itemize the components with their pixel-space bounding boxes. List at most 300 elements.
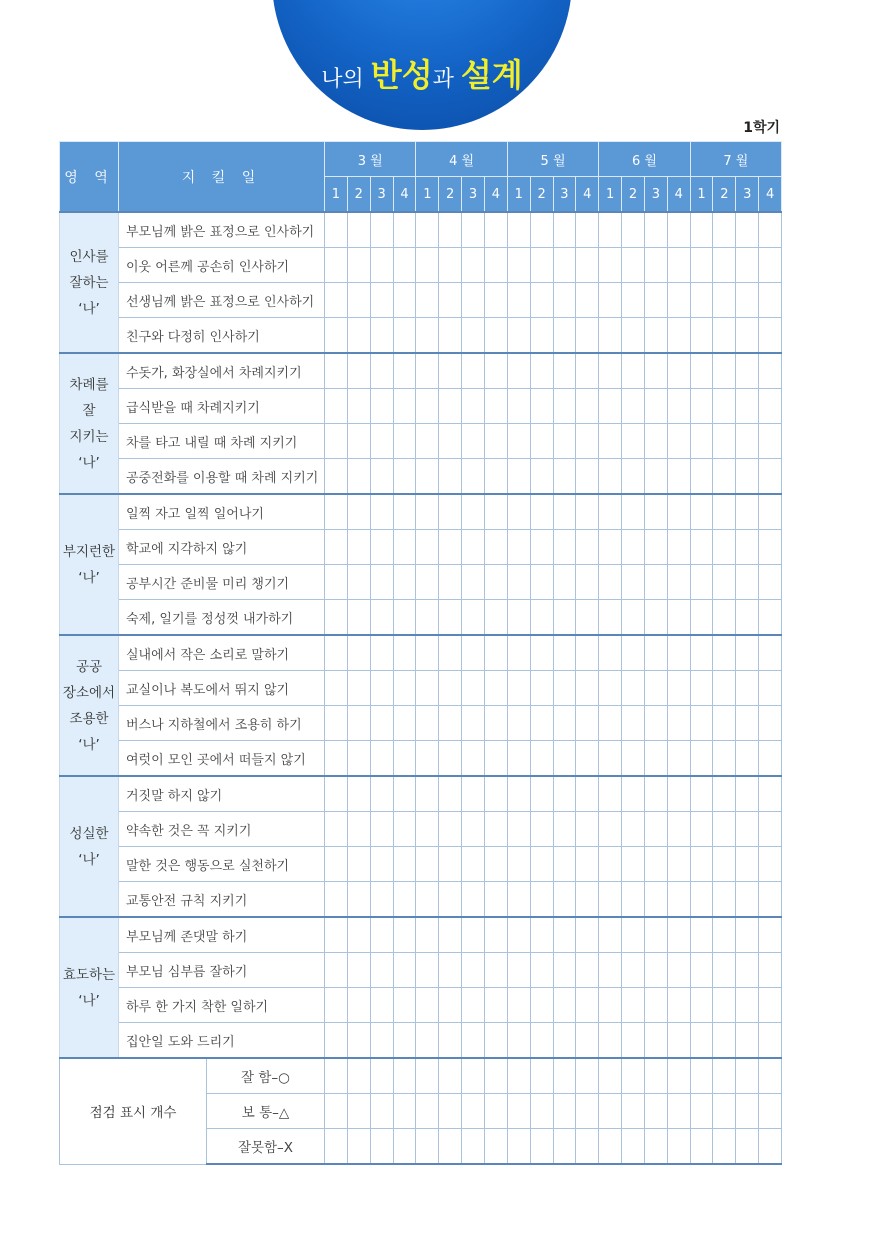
- check-cell[interactable]: [622, 353, 645, 389]
- check-cell[interactable]: [644, 565, 667, 600]
- check-cell[interactable]: [347, 389, 370, 424]
- count-cell[interactable]: [667, 1058, 690, 1094]
- count-cell[interactable]: [599, 1094, 622, 1129]
- check-cell[interactable]: [347, 600, 370, 636]
- check-cell[interactable]: [736, 812, 759, 847]
- check-cell[interactable]: [393, 424, 416, 459]
- check-cell[interactable]: [439, 283, 462, 318]
- check-cell[interactable]: [622, 212, 645, 248]
- check-cell[interactable]: [667, 671, 690, 706]
- check-cell[interactable]: [462, 565, 485, 600]
- count-cell[interactable]: [690, 1058, 713, 1094]
- count-cell[interactable]: [599, 1058, 622, 1094]
- check-cell[interactable]: [507, 565, 530, 600]
- check-cell[interactable]: [599, 847, 622, 882]
- check-cell[interactable]: [599, 212, 622, 248]
- check-cell[interactable]: [393, 635, 416, 671]
- check-cell[interactable]: [644, 248, 667, 283]
- check-cell[interactable]: [507, 812, 530, 847]
- count-cell[interactable]: [416, 1094, 439, 1129]
- check-cell[interactable]: [644, 459, 667, 495]
- check-cell[interactable]: [644, 424, 667, 459]
- check-cell[interactable]: [759, 212, 782, 248]
- count-cell[interactable]: [530, 1058, 553, 1094]
- check-cell[interactable]: [530, 565, 553, 600]
- check-cell[interactable]: [370, 776, 393, 812]
- check-cell[interactable]: [370, 1023, 393, 1059]
- check-cell[interactable]: [576, 459, 599, 495]
- check-cell[interactable]: [325, 212, 348, 248]
- count-cell[interactable]: [736, 1094, 759, 1129]
- check-cell[interactable]: [553, 812, 576, 847]
- check-cell[interactable]: [370, 600, 393, 636]
- check-cell[interactable]: [759, 600, 782, 636]
- count-cell[interactable]: [393, 1129, 416, 1165]
- check-cell[interactable]: [759, 776, 782, 812]
- check-cell[interactable]: [416, 424, 439, 459]
- check-cell[interactable]: [507, 389, 530, 424]
- check-cell[interactable]: [393, 600, 416, 636]
- check-cell[interactable]: [553, 283, 576, 318]
- check-cell[interactable]: [507, 248, 530, 283]
- check-cell[interactable]: [530, 847, 553, 882]
- check-cell[interactable]: [439, 494, 462, 530]
- check-cell[interactable]: [462, 353, 485, 389]
- check-cell[interactable]: [713, 424, 736, 459]
- check-cell[interactable]: [439, 424, 462, 459]
- check-cell[interactable]: [667, 318, 690, 354]
- check-cell[interactable]: [713, 389, 736, 424]
- check-cell[interactable]: [439, 741, 462, 777]
- check-cell[interactable]: [393, 776, 416, 812]
- check-cell[interactable]: [622, 530, 645, 565]
- check-cell[interactable]: [393, 917, 416, 953]
- check-cell[interactable]: [690, 988, 713, 1023]
- check-cell[interactable]: [462, 741, 485, 777]
- check-cell[interactable]: [690, 212, 713, 248]
- check-cell[interactable]: [736, 459, 759, 495]
- check-cell[interactable]: [530, 741, 553, 777]
- check-cell[interactable]: [507, 988, 530, 1023]
- check-cell[interactable]: [690, 459, 713, 495]
- check-cell[interactable]: [713, 671, 736, 706]
- check-cell[interactable]: [736, 600, 759, 636]
- check-cell[interactable]: [393, 706, 416, 741]
- count-cell[interactable]: [370, 1058, 393, 1094]
- check-cell[interactable]: [393, 1023, 416, 1059]
- check-cell[interactable]: [347, 248, 370, 283]
- check-cell[interactable]: [393, 882, 416, 918]
- count-cell[interactable]: [462, 1129, 485, 1165]
- check-cell[interactable]: [713, 565, 736, 600]
- count-cell[interactable]: [462, 1058, 485, 1094]
- count-cell[interactable]: [644, 1094, 667, 1129]
- check-cell[interactable]: [393, 318, 416, 354]
- check-cell[interactable]: [325, 917, 348, 953]
- check-cell[interactable]: [599, 248, 622, 283]
- check-cell[interactable]: [530, 459, 553, 495]
- check-cell[interactable]: [599, 1023, 622, 1059]
- count-cell[interactable]: [370, 1129, 393, 1165]
- check-cell[interactable]: [439, 353, 462, 389]
- check-cell[interactable]: [713, 459, 736, 495]
- check-cell[interactable]: [599, 353, 622, 389]
- count-cell[interactable]: [622, 1094, 645, 1129]
- count-cell[interactable]: [759, 1094, 782, 1129]
- check-cell[interactable]: [576, 988, 599, 1023]
- check-cell[interactable]: [644, 671, 667, 706]
- check-cell[interactable]: [713, 494, 736, 530]
- check-cell[interactable]: [667, 741, 690, 777]
- check-cell[interactable]: [439, 706, 462, 741]
- check-cell[interactable]: [325, 635, 348, 671]
- check-cell[interactable]: [759, 741, 782, 777]
- count-cell[interactable]: [736, 1129, 759, 1165]
- count-cell[interactable]: [325, 1129, 348, 1165]
- check-cell[interactable]: [667, 988, 690, 1023]
- check-cell[interactable]: [690, 953, 713, 988]
- check-cell[interactable]: [484, 882, 507, 918]
- check-cell[interactable]: [439, 953, 462, 988]
- check-cell[interactable]: [462, 671, 485, 706]
- check-cell[interactable]: [439, 776, 462, 812]
- check-cell[interactable]: [370, 494, 393, 530]
- check-cell[interactable]: [713, 741, 736, 777]
- check-cell[interactable]: [325, 1023, 348, 1059]
- check-cell[interactable]: [439, 248, 462, 283]
- check-cell[interactable]: [347, 635, 370, 671]
- check-cell[interactable]: [553, 953, 576, 988]
- check-cell[interactable]: [325, 847, 348, 882]
- check-cell[interactable]: [416, 353, 439, 389]
- count-cell[interactable]: [416, 1058, 439, 1094]
- check-cell[interactable]: [576, 741, 599, 777]
- check-cell[interactable]: [553, 353, 576, 389]
- check-cell[interactable]: [576, 812, 599, 847]
- check-cell[interactable]: [622, 600, 645, 636]
- check-cell[interactable]: [484, 353, 507, 389]
- check-cell[interactable]: [599, 988, 622, 1023]
- check-cell[interactable]: [439, 671, 462, 706]
- check-cell[interactable]: [416, 494, 439, 530]
- check-cell[interactable]: [736, 917, 759, 953]
- count-cell[interactable]: [759, 1058, 782, 1094]
- check-cell[interactable]: [507, 600, 530, 636]
- check-cell[interactable]: [439, 459, 462, 495]
- check-cell[interactable]: [530, 671, 553, 706]
- check-cell[interactable]: [622, 565, 645, 600]
- check-cell[interactable]: [507, 776, 530, 812]
- check-cell[interactable]: [736, 847, 759, 882]
- count-cell[interactable]: [439, 1094, 462, 1129]
- check-cell[interactable]: [530, 424, 553, 459]
- check-cell[interactable]: [484, 741, 507, 777]
- check-cell[interactable]: [484, 530, 507, 565]
- check-cell[interactable]: [599, 494, 622, 530]
- check-cell[interactable]: [393, 741, 416, 777]
- check-cell[interactable]: [644, 812, 667, 847]
- check-cell[interactable]: [553, 988, 576, 1023]
- check-cell[interactable]: [530, 600, 553, 636]
- check-cell[interactable]: [416, 741, 439, 777]
- check-cell[interactable]: [507, 741, 530, 777]
- check-cell[interactable]: [553, 248, 576, 283]
- check-cell[interactable]: [576, 600, 599, 636]
- check-cell[interactable]: [370, 847, 393, 882]
- check-cell[interactable]: [599, 565, 622, 600]
- count-cell[interactable]: [416, 1129, 439, 1165]
- count-cell[interactable]: [439, 1129, 462, 1165]
- check-cell[interactable]: [576, 565, 599, 600]
- check-cell[interactable]: [370, 812, 393, 847]
- check-cell[interactable]: [759, 318, 782, 354]
- count-cell[interactable]: [576, 1129, 599, 1165]
- check-cell[interactable]: [553, 635, 576, 671]
- check-cell[interactable]: [599, 953, 622, 988]
- count-cell[interactable]: [599, 1129, 622, 1165]
- check-cell[interactable]: [462, 494, 485, 530]
- check-cell[interactable]: [599, 424, 622, 459]
- check-cell[interactable]: [462, 917, 485, 953]
- check-cell[interactable]: [484, 706, 507, 741]
- check-cell[interactable]: [599, 671, 622, 706]
- check-cell[interactable]: [530, 917, 553, 953]
- check-cell[interactable]: [439, 917, 462, 953]
- check-cell[interactable]: [667, 1023, 690, 1059]
- check-cell[interactable]: [439, 635, 462, 671]
- check-cell[interactable]: [736, 424, 759, 459]
- check-cell[interactable]: [416, 953, 439, 988]
- check-cell[interactable]: [667, 565, 690, 600]
- check-cell[interactable]: [462, 1023, 485, 1059]
- check-cell[interactable]: [713, 776, 736, 812]
- check-cell[interactable]: [553, 530, 576, 565]
- check-cell[interactable]: [507, 353, 530, 389]
- check-cell[interactable]: [484, 847, 507, 882]
- check-cell[interactable]: [325, 459, 348, 495]
- check-cell[interactable]: [690, 847, 713, 882]
- check-cell[interactable]: [439, 212, 462, 248]
- check-cell[interactable]: [690, 389, 713, 424]
- check-cell[interactable]: [325, 741, 348, 777]
- check-cell[interactable]: [484, 459, 507, 495]
- check-cell[interactable]: [599, 741, 622, 777]
- check-cell[interactable]: [370, 530, 393, 565]
- count-cell[interactable]: [759, 1129, 782, 1165]
- check-cell[interactable]: [576, 882, 599, 918]
- check-cell[interactable]: [462, 635, 485, 671]
- check-cell[interactable]: [690, 671, 713, 706]
- check-cell[interactable]: [416, 671, 439, 706]
- check-cell[interactable]: [644, 212, 667, 248]
- check-cell[interactable]: [644, 318, 667, 354]
- check-cell[interactable]: [393, 212, 416, 248]
- check-cell[interactable]: [347, 706, 370, 741]
- check-cell[interactable]: [416, 988, 439, 1023]
- check-cell[interactable]: [553, 494, 576, 530]
- check-cell[interactable]: [622, 459, 645, 495]
- check-cell[interactable]: [507, 917, 530, 953]
- check-cell[interactable]: [759, 494, 782, 530]
- count-cell[interactable]: [553, 1058, 576, 1094]
- check-cell[interactable]: [759, 248, 782, 283]
- check-cell[interactable]: [530, 389, 553, 424]
- check-cell[interactable]: [576, 424, 599, 459]
- check-cell[interactable]: [439, 812, 462, 847]
- check-cell[interactable]: [416, 530, 439, 565]
- check-cell[interactable]: [325, 706, 348, 741]
- check-cell[interactable]: [576, 671, 599, 706]
- check-cell[interactable]: [530, 318, 553, 354]
- check-cell[interactable]: [690, 353, 713, 389]
- check-cell[interactable]: [667, 530, 690, 565]
- check-cell[interactable]: [622, 706, 645, 741]
- check-cell[interactable]: [759, 635, 782, 671]
- check-cell[interactable]: [713, 248, 736, 283]
- check-cell[interactable]: [622, 283, 645, 318]
- check-cell[interactable]: [325, 812, 348, 847]
- check-cell[interactable]: [599, 812, 622, 847]
- check-cell[interactable]: [622, 494, 645, 530]
- check-cell[interactable]: [667, 389, 690, 424]
- check-cell[interactable]: [347, 776, 370, 812]
- check-cell[interactable]: [622, 671, 645, 706]
- check-cell[interactable]: [507, 283, 530, 318]
- check-cell[interactable]: [553, 318, 576, 354]
- check-cell[interactable]: [507, 882, 530, 918]
- check-cell[interactable]: [416, 389, 439, 424]
- check-cell[interactable]: [599, 706, 622, 741]
- check-cell[interactable]: [759, 1023, 782, 1059]
- check-cell[interactable]: [484, 565, 507, 600]
- check-cell[interactable]: [347, 812, 370, 847]
- check-cell[interactable]: [599, 459, 622, 495]
- check-cell[interactable]: [416, 565, 439, 600]
- check-cell[interactable]: [759, 847, 782, 882]
- check-cell[interactable]: [576, 635, 599, 671]
- check-cell[interactable]: [553, 565, 576, 600]
- check-cell[interactable]: [644, 1023, 667, 1059]
- check-cell[interactable]: [416, 776, 439, 812]
- check-cell[interactable]: [576, 389, 599, 424]
- check-cell[interactable]: [667, 882, 690, 918]
- check-cell[interactable]: [690, 812, 713, 847]
- check-cell[interactable]: [759, 389, 782, 424]
- check-cell[interactable]: [462, 953, 485, 988]
- count-cell[interactable]: [576, 1094, 599, 1129]
- check-cell[interactable]: [713, 706, 736, 741]
- check-cell[interactable]: [690, 318, 713, 354]
- count-cell[interactable]: [690, 1129, 713, 1165]
- check-cell[interactable]: [644, 283, 667, 318]
- check-cell[interactable]: [622, 812, 645, 847]
- check-cell[interactable]: [484, 1023, 507, 1059]
- check-cell[interactable]: [690, 776, 713, 812]
- count-cell[interactable]: [507, 1094, 530, 1129]
- check-cell[interactable]: [690, 1023, 713, 1059]
- check-cell[interactable]: [530, 212, 553, 248]
- check-cell[interactable]: [553, 600, 576, 636]
- check-cell[interactable]: [736, 565, 759, 600]
- check-cell[interactable]: [462, 706, 485, 741]
- check-cell[interactable]: [325, 671, 348, 706]
- count-cell[interactable]: [667, 1094, 690, 1129]
- check-cell[interactable]: [347, 917, 370, 953]
- check-cell[interactable]: [462, 212, 485, 248]
- check-cell[interactable]: [736, 741, 759, 777]
- check-cell[interactable]: [325, 530, 348, 565]
- check-cell[interactable]: [644, 917, 667, 953]
- check-cell[interactable]: [530, 706, 553, 741]
- check-cell[interactable]: [599, 389, 622, 424]
- check-cell[interactable]: [736, 389, 759, 424]
- check-cell[interactable]: [462, 776, 485, 812]
- check-cell[interactable]: [759, 988, 782, 1023]
- count-cell[interactable]: [690, 1094, 713, 1129]
- check-cell[interactable]: [759, 459, 782, 495]
- check-cell[interactable]: [439, 389, 462, 424]
- check-cell[interactable]: [507, 459, 530, 495]
- check-cell[interactable]: [759, 671, 782, 706]
- check-cell[interactable]: [370, 318, 393, 354]
- check-cell[interactable]: [439, 600, 462, 636]
- check-cell[interactable]: [484, 318, 507, 354]
- check-cell[interactable]: [690, 424, 713, 459]
- check-cell[interactable]: [347, 318, 370, 354]
- check-cell[interactable]: [690, 706, 713, 741]
- check-cell[interactable]: [347, 847, 370, 882]
- check-cell[interactable]: [599, 283, 622, 318]
- check-cell[interactable]: [484, 812, 507, 847]
- check-cell[interactable]: [736, 318, 759, 354]
- check-cell[interactable]: [393, 847, 416, 882]
- check-cell[interactable]: [736, 494, 759, 530]
- count-cell[interactable]: [576, 1058, 599, 1094]
- check-cell[interactable]: [644, 988, 667, 1023]
- count-cell[interactable]: [553, 1094, 576, 1129]
- check-cell[interactable]: [644, 530, 667, 565]
- check-cell[interactable]: [439, 1023, 462, 1059]
- count-cell[interactable]: [622, 1058, 645, 1094]
- check-cell[interactable]: [416, 283, 439, 318]
- check-cell[interactable]: [347, 424, 370, 459]
- check-cell[interactable]: [530, 494, 553, 530]
- check-cell[interactable]: [347, 1023, 370, 1059]
- check-cell[interactable]: [713, 530, 736, 565]
- count-cell[interactable]: [713, 1094, 736, 1129]
- count-cell[interactable]: [644, 1058, 667, 1094]
- check-cell[interactable]: [576, 353, 599, 389]
- check-cell[interactable]: [713, 283, 736, 318]
- check-cell[interactable]: [622, 847, 645, 882]
- check-cell[interactable]: [370, 212, 393, 248]
- count-cell[interactable]: [393, 1058, 416, 1094]
- check-cell[interactable]: [622, 635, 645, 671]
- check-cell[interactable]: [462, 530, 485, 565]
- check-cell[interactable]: [370, 953, 393, 988]
- count-cell[interactable]: [347, 1129, 370, 1165]
- count-cell[interactable]: [644, 1129, 667, 1165]
- check-cell[interactable]: [690, 248, 713, 283]
- check-cell[interactable]: [576, 917, 599, 953]
- count-cell[interactable]: [484, 1094, 507, 1129]
- check-cell[interactable]: [530, 353, 553, 389]
- check-cell[interactable]: [553, 1023, 576, 1059]
- check-cell[interactable]: [347, 741, 370, 777]
- check-cell[interactable]: [667, 635, 690, 671]
- check-cell[interactable]: [736, 248, 759, 283]
- check-cell[interactable]: [416, 917, 439, 953]
